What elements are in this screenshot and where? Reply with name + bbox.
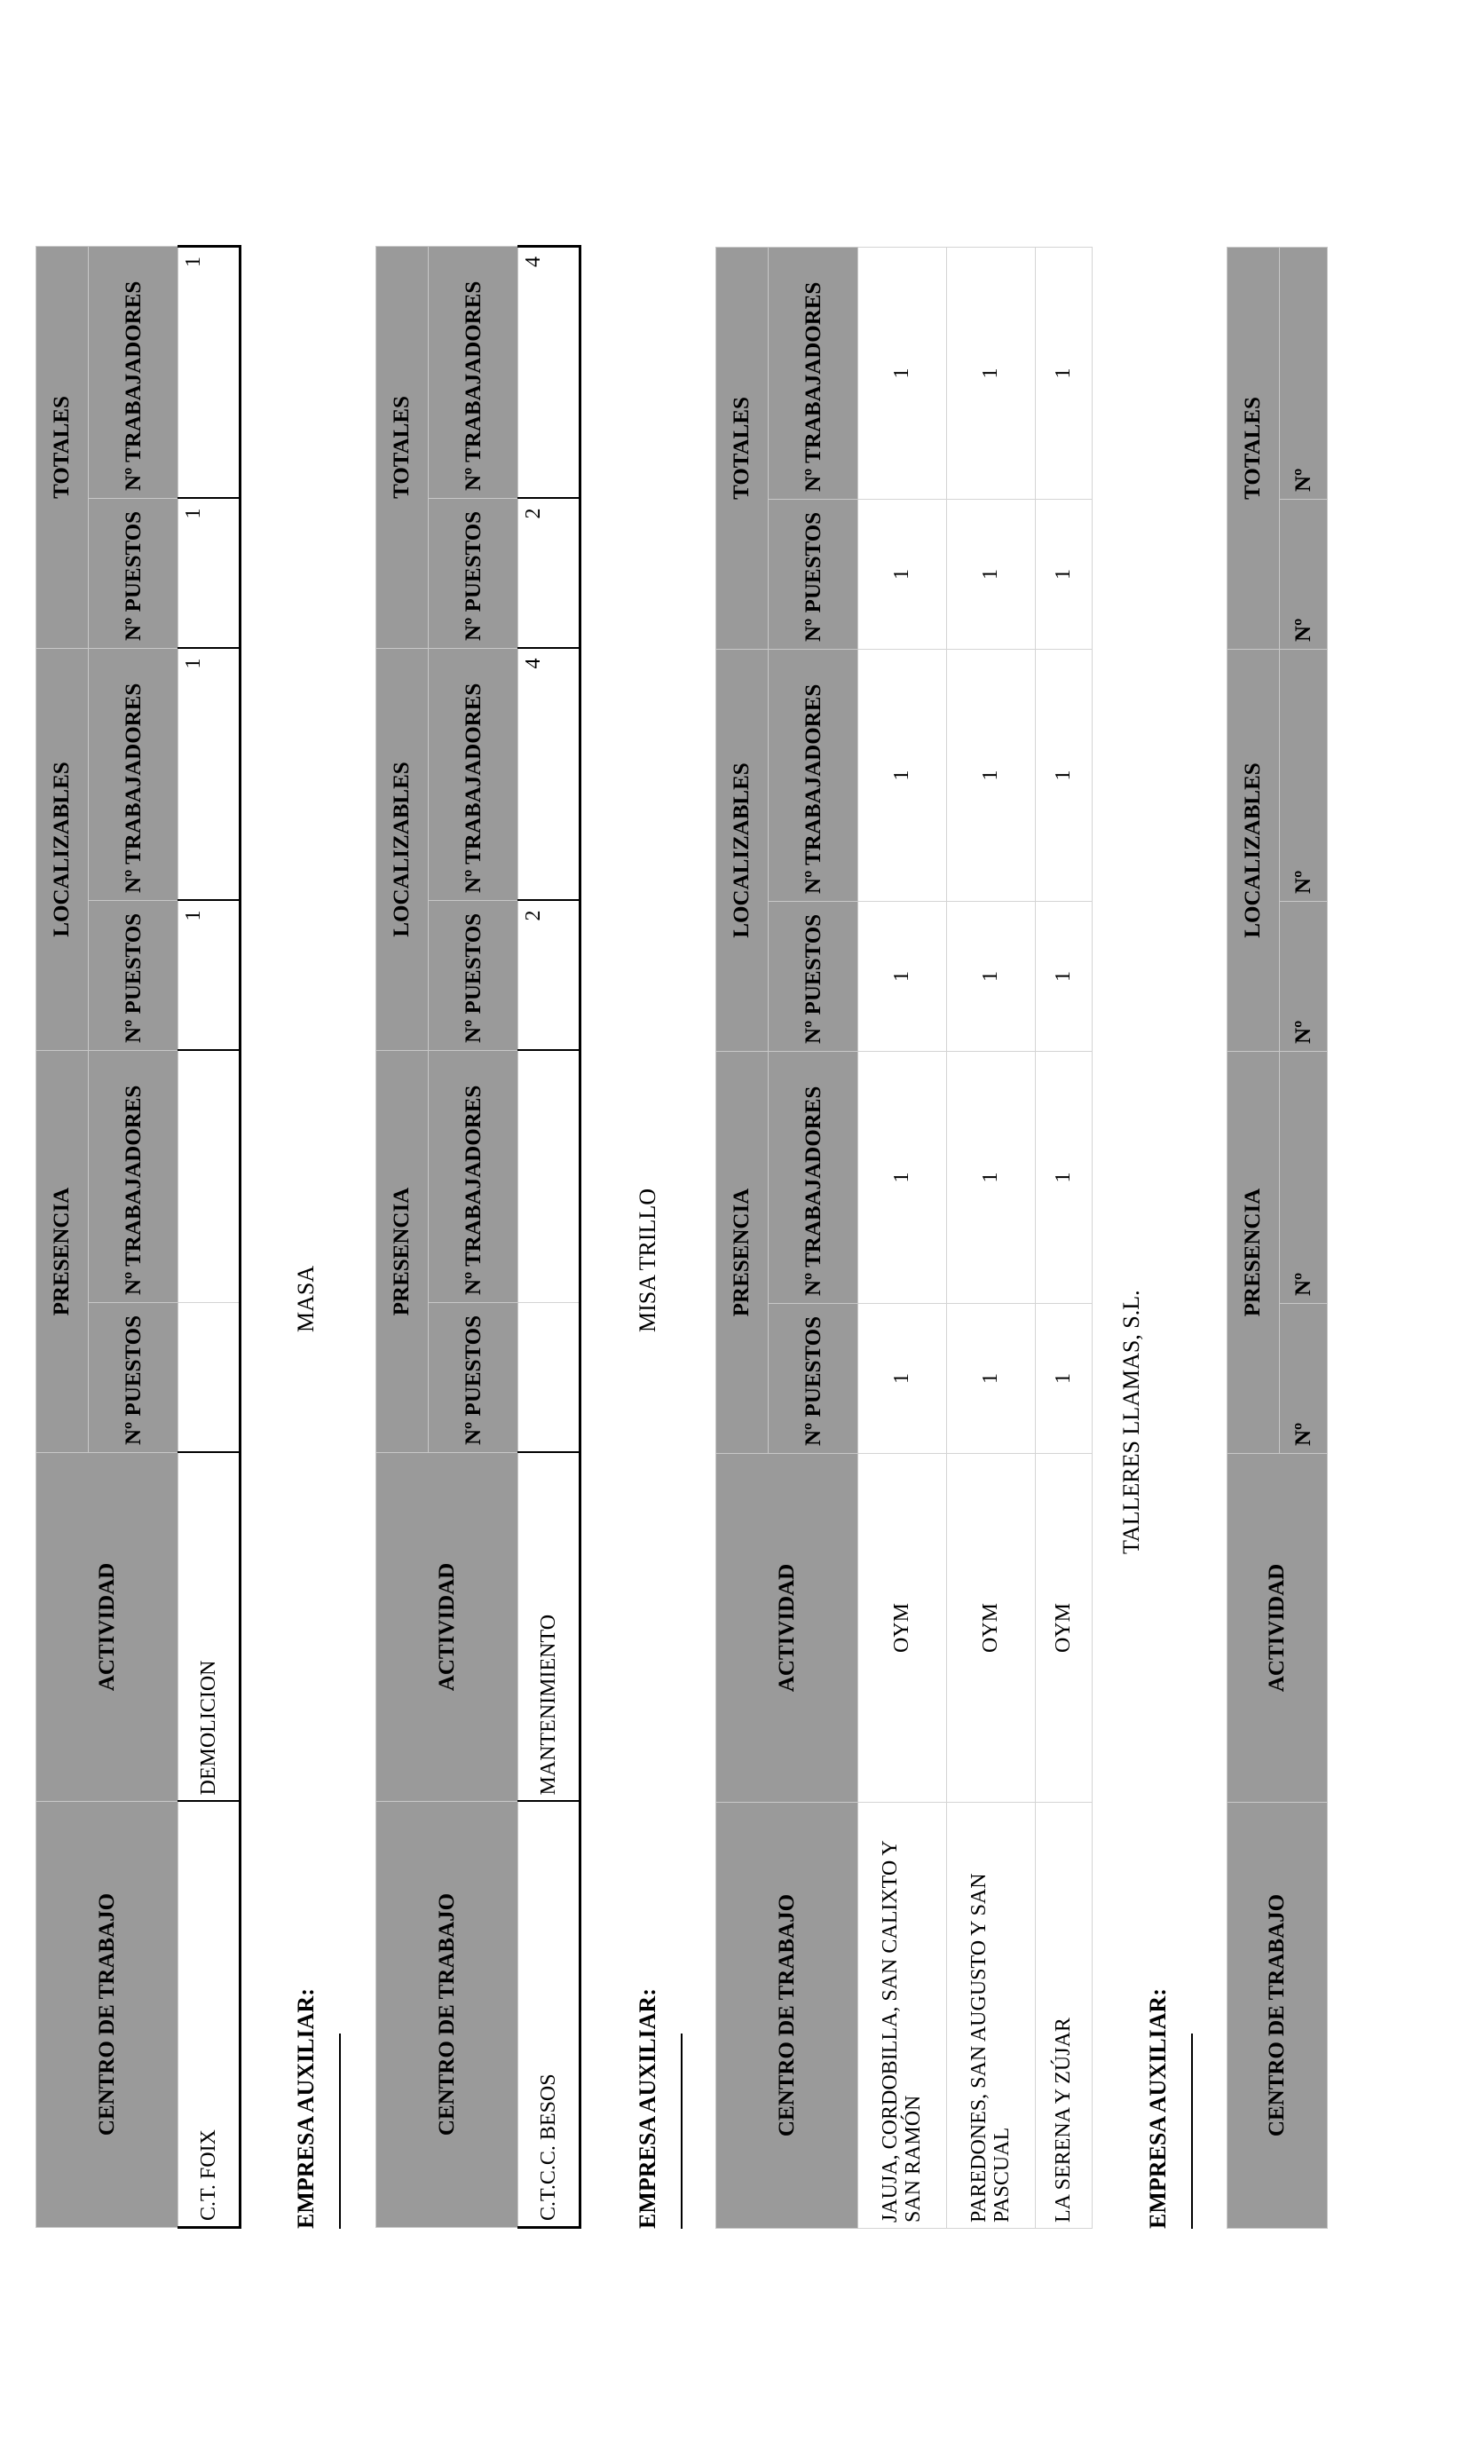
cell-tot-puestos: 1 [947,499,1036,649]
header-presencia: PRESENCIA [376,1050,429,1452]
table-row [1036,247,1093,2228]
header-centro: CENTRO DE TRABAJO [716,1803,858,2229]
divider [1191,2034,1193,2229]
table-oym [715,254,1093,2229]
header-trabajadores: Nº TRABAJADORES [429,648,518,900]
empresa-auxiliar-masa [293,1164,364,2229]
header-puestos: Nº PUESTOS [89,1303,178,1453]
cell-tot-puestos: 2 [518,498,580,648]
empresa-name: MISA TRILLO [635,1188,660,1332]
empresa-auxiliar-misa-trillo [635,1164,706,2229]
header-actividad: ACTIVIDAD [1227,1454,1328,1803]
cell-pres-puestos [178,1303,241,1453]
cell-loc-trabajadores: 1 [858,649,947,901]
header-localizables: LOCALIZABLES [716,649,769,1051]
header-totales: TOTALES [716,247,769,649]
header-trabajadores: Nº TRABAJADORES [89,1050,178,1302]
header-actividad: ACTIVIDAD [376,1453,518,1802]
header-trabajadores: Nº TRABAJADORES [769,247,858,499]
cell-actividad: OYM [858,1454,947,1803]
table-row [947,247,1036,2228]
cell-pres-puestos: 1 [858,1304,947,1454]
header-n: Nº [1280,901,1328,1051]
table-besos [375,254,581,2229]
cell-pres-puestos [518,1303,580,1453]
cell-loc-trabajadores: 4 [518,648,580,900]
header-actividad: ACTIVIDAD [36,1453,178,1802]
table-row [518,246,580,2227]
cell-loc-puestos: 1 [858,901,947,1051]
cell-centro: C.T.C.C. BESOS [518,1802,580,2228]
cell-loc-puestos: 1 [1036,901,1093,1051]
cell-tot-puestos: 1 [858,499,947,649]
cell-loc-puestos: 1 [947,901,1036,1051]
header-puestos: Nº PUESTOS [429,1303,518,1453]
empresa-auxiliar-talleres-llamas [1118,1164,1216,2229]
table-foix [36,254,241,2229]
header-totales: TOTALES [36,246,89,648]
header-puestos: Nº PUESTOS [769,499,858,649]
empresa-label: EMPRESA AUXILIAR: [635,1988,660,2229]
cell-tot-puestos: 1 [1036,499,1093,649]
table-row [178,246,241,2227]
header-presencia: PRESENCIA [36,1050,89,1452]
header-trabajadores: Nº TRABAJADORES [89,648,178,900]
header-n: Nº [1280,649,1328,901]
header-presencia: PRESENCIA [716,1051,769,1453]
header-trabajadores: Nº TRABAJADORES [769,649,858,901]
table-talleres-llamas [1227,254,1328,2229]
header-trabajadores: Nº TRABAJADORES [429,1050,518,1302]
header-trabajadores: Nº TRABAJADORES [89,246,178,498]
cell-centro: PAREDONES, SAN AUGUSTO Y SAN PASCUAL [947,1803,1036,2229]
cell-actividad: MANTENIMIENTO [518,1453,580,1802]
cell-loc-puestos: 1 [178,900,241,1050]
header-centro: CENTRO DE TRABAJO [36,1802,178,2228]
empresa-label: EMPRESA AUXILIAR: [1145,1988,1171,2229]
header-centro: CENTRO DE TRABAJO [1227,1803,1328,2229]
header-puestos: Nº PUESTOS [89,498,178,648]
cell-tot-puestos: 1 [178,498,241,648]
header-puestos: Nº PUESTOS [429,900,518,1050]
divider [339,2034,341,2229]
cell-pres-puestos: 1 [1036,1304,1093,1454]
header-localizables: LOCALIZABLES [36,648,89,1050]
header-totales: TOTALES [1227,247,1280,649]
cell-pres-trabajadores [178,1050,241,1302]
cell-tot-trabajadores: 1 [858,247,947,499]
cell-loc-trabajadores: 1 [178,648,241,900]
header-n: Nº [1280,1051,1328,1303]
cell-pres-trabajadores: 1 [1036,1051,1093,1303]
cell-pres-puestos: 1 [947,1304,1036,1454]
cell-actividad: DEMOLICION [178,1453,241,1802]
header-puestos: Nº PUESTOS [429,498,518,648]
header-n: Nº [1280,1304,1328,1454]
cell-actividad: OYM [947,1454,1036,1803]
cell-loc-trabajadores: 1 [1036,649,1093,901]
cell-actividad: OYM [1036,1454,1093,1803]
header-actividad: ACTIVIDAD [716,1454,858,1803]
cell-tot-trabajadores: 1 [1036,247,1093,499]
header-presencia: PRESENCIA [1227,1051,1280,1453]
header-localizables: LOCALIZABLES [1227,649,1280,1051]
cell-tot-trabajadores: 1 [178,246,241,498]
cell-tot-trabajadores: 1 [947,247,1036,499]
header-puestos: Nº PUESTOS [89,900,178,1050]
divider [681,2034,683,2229]
header-trabajadores: Nº TRABAJADORES [429,246,518,498]
empresa-label: EMPRESA AUXILIAR: [293,1988,319,2229]
cell-centro: C.T. FOIX [178,1802,241,2228]
cell-centro: JAUJA, CORDOBILLA, SAN CALIXTO Y SAN RAMÓN [858,1803,947,2229]
header-totales: TOTALES [376,246,429,648]
cell-pres-trabajadores [518,1050,580,1302]
cell-loc-trabajadores: 1 [947,649,1036,901]
cell-tot-trabajadores: 4 [518,246,580,498]
header-n: Nº [1280,499,1328,649]
cell-centro: LA SERENA Y ZÚJAR [1036,1803,1093,2229]
header-localizables: LOCALIZABLES [376,648,429,1050]
empresa-name: MASA [293,1265,319,1332]
header-trabajadores: Nº TRABAJADORES [769,1051,858,1303]
header-puestos: Nº PUESTOS [769,901,858,1051]
cell-pres-trabajadores: 1 [858,1051,947,1303]
header-n: Nº [1280,247,1328,499]
header-centro: CENTRO DE TRABAJO [376,1802,518,2228]
cell-loc-puestos: 2 [518,900,580,1050]
cell-pres-trabajadores: 1 [947,1051,1036,1303]
empresa-name: TALLERES LLAMAS, S.L. [1118,1290,1144,1554]
header-puestos: Nº PUESTOS [769,1304,858,1454]
table-row [858,247,947,2228]
